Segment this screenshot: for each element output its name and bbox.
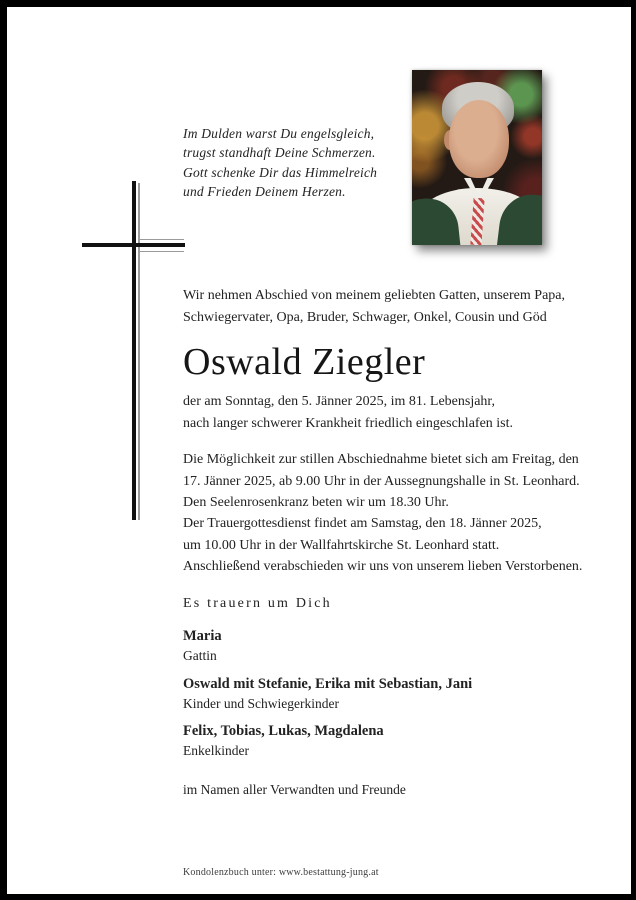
farewell-info-line: Die Möglichkeit zur stillen Abschiednahme bietet sich am Freitag, den — [183, 452, 579, 467]
farewell-announcement — [183, 285, 565, 328]
death-notice — [183, 391, 513, 434]
service-info-line: Anschließend verabschieden wir uns von unserem lieben Verstorbenen. — [183, 559, 583, 574]
deceased-name: Oswald Ziegler — [183, 341, 426, 383]
mourner-names: Felix, Tobias, Lukas, Magdalena — [183, 723, 384, 739]
mourner-relation: Gattin — [183, 648, 217, 663]
photo-face-shape — [449, 100, 509, 178]
cross-shadow-line-horizontal — [138, 251, 184, 253]
portrait-photo — [412, 70, 542, 245]
mourners-closing: im Namen aller Verwandten und Freunde — [183, 782, 406, 797]
death-notice-line: der am Sonntag, den 5. Jänner 2025, im 81. Lebensjahr, — [183, 394, 496, 409]
mourner-names: Maria — [183, 628, 222, 644]
mourner-entry — [183, 675, 472, 713]
poem-line: Gott schenke Dir das Himmelreich — [183, 164, 378, 180]
mourner-relation: Kinder und Schwiegerkinder — [183, 696, 339, 711]
mourner-names: Oswald mit Stefanie, Erika mit Sebastian, Jani — [183, 676, 473, 692]
farewell-info — [183, 449, 580, 514]
condolence-poem — [183, 124, 377, 201]
cross-icon — [82, 243, 185, 247]
cross-shadow-line-horizontal — [138, 239, 184, 241]
farewell-info-line: 17. Jänner 2025, ab 9.00 Uhr in der Aussegnungshalle in St. Leonhard. — [183, 473, 580, 489]
mourner-relation: Enkelkinder — [183, 743, 249, 758]
service-info — [183, 513, 582, 578]
announcement-line: Schwiegervater, Opa, Bruder, Schwager, Onkel, Cousin und Göd — [183, 309, 547, 325]
poem-line: Im Dulden warst Du engelsgleich, — [183, 126, 375, 141]
poem-line: trugst standhaft Deine Schmerzen. — [183, 145, 376, 161]
mourner-entry — [183, 627, 222, 665]
service-info-line: um 10.00 Uhr in der Wallfahrtskirche St. Leonhard statt. — [183, 537, 500, 553]
cross-shadow-line-vertical — [138, 183, 140, 520]
service-info-line: Der Trauergottesdienst findet am Samstag, den 18. Jänner 2025, — [183, 516, 542, 531]
farewell-info-line: Den Seelenrosenkranz beten wir um 18.30 Uhr. — [183, 495, 449, 510]
condolence-book-note: Kondolenzbuch unter: www.bestattung-jung.at — [183, 867, 379, 878]
death-notice-line: nach langer schwerer Krankheit friedlich eingeschlafen ist. — [183, 415, 514, 431]
cross-icon — [132, 181, 136, 520]
announcement-line: Wir nehmen Abschied von meinem geliebten Gatten, unserem Papa, — [183, 288, 565, 303]
poem-line: und Frieden Deinem Herzen. — [183, 183, 346, 199]
mourner-entry — [183, 722, 384, 760]
mourners-heading: Es trauern um Dich — [183, 596, 332, 611]
